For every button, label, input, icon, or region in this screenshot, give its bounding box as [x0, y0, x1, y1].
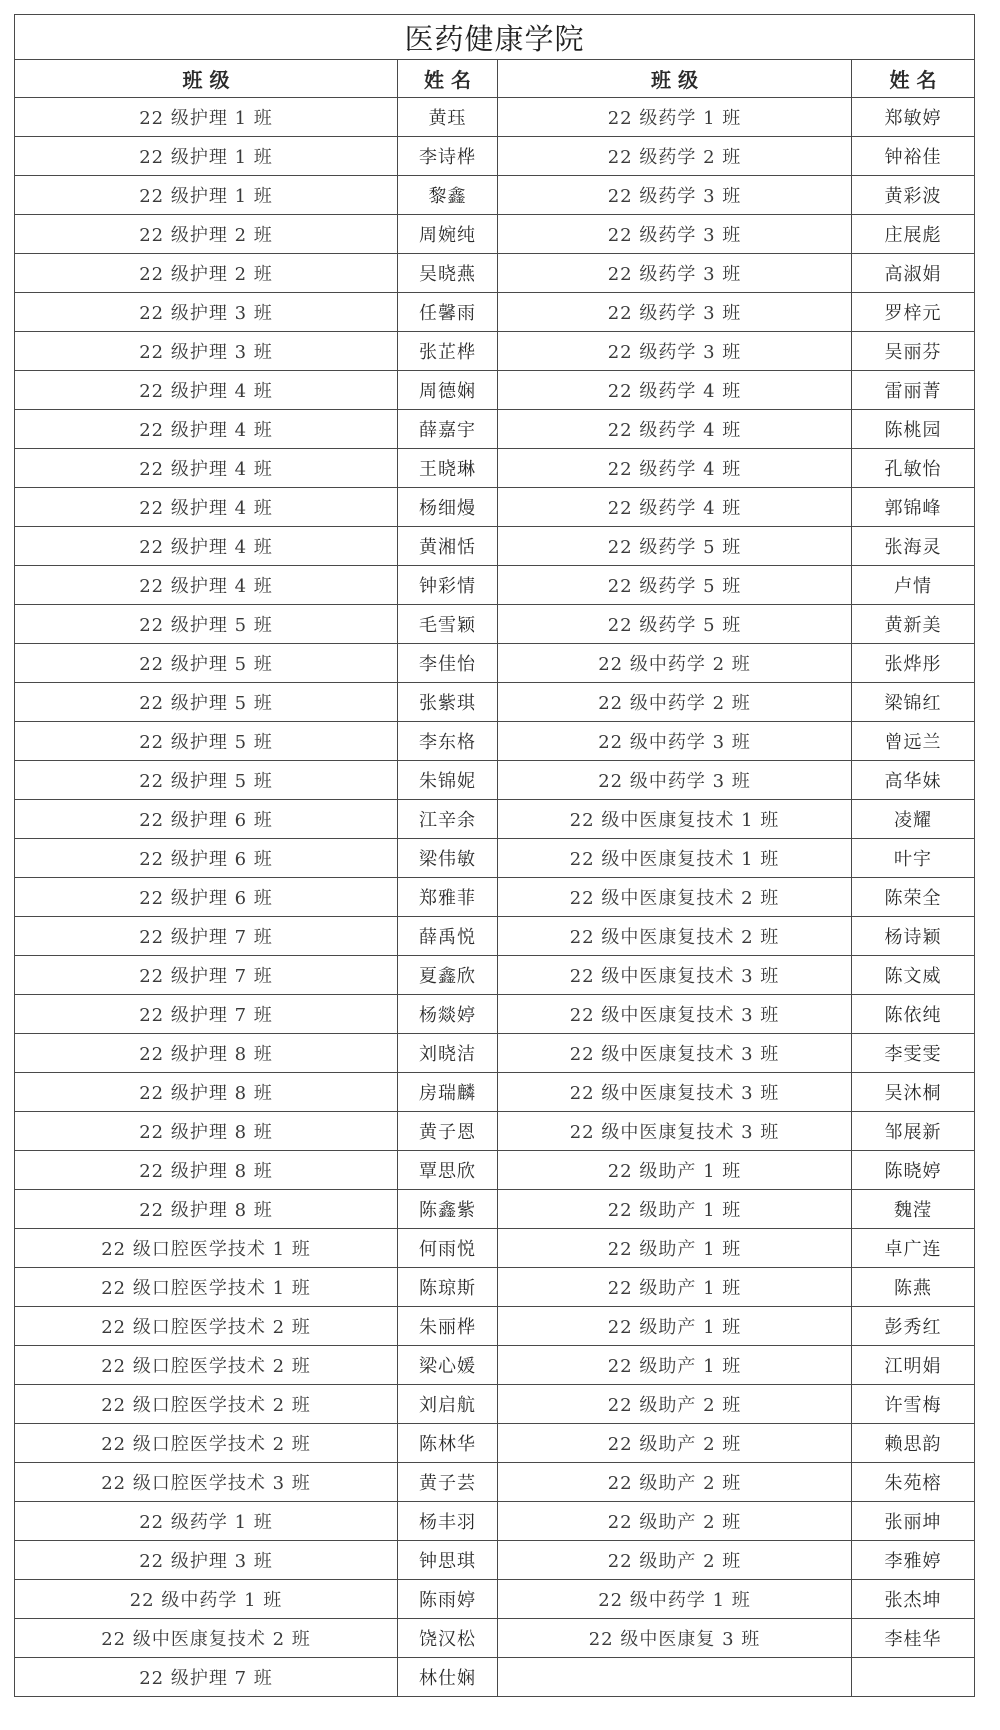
- name-left-cell: 张紫琪: [398, 683, 498, 722]
- class-right-cell: 22 级药学 3 班: [498, 254, 852, 293]
- class-left-cell: 22 级口腔医学技术 2 班: [15, 1307, 398, 1346]
- class-left-cell: 22 级护理 7 班: [15, 1658, 398, 1697]
- name-right-cell: 黄彩波: [852, 176, 975, 215]
- class-right-cell: [498, 1658, 852, 1697]
- name-left-cell: 郑雅菲: [398, 878, 498, 917]
- table-row: [15, 956, 975, 995]
- class-right-cell: 22 级中医康复技术 3 班: [498, 1112, 852, 1151]
- name-right-cell: 黄新美: [852, 605, 975, 644]
- roster-body: [15, 98, 975, 1697]
- header-class-right: 班 级: [498, 60, 852, 98]
- class-right-cell: 22 级助产 1 班: [498, 1229, 852, 1268]
- name-left-cell: 林仕娴: [398, 1658, 498, 1697]
- table-row: [15, 215, 975, 254]
- name-left-cell: 房瑞麟: [398, 1073, 498, 1112]
- name-left-cell: 饶汉松: [398, 1619, 498, 1658]
- name-right-cell: 张海灵: [852, 527, 975, 566]
- table-row: [15, 1229, 975, 1268]
- class-right-cell: 22 级药学 3 班: [498, 293, 852, 332]
- name-right-cell: 卢情: [852, 566, 975, 605]
- class-right-cell: 22 级中药学 2 班: [498, 683, 852, 722]
- name-right-cell: 赖思韵: [852, 1424, 975, 1463]
- name-left-cell: 薛嘉宇: [398, 410, 498, 449]
- class-right-cell: 22 级中药学 3 班: [498, 761, 852, 800]
- class-right-cell: 22 级药学 3 班: [498, 332, 852, 371]
- class-right-cell: 22 级中医康复技术 3 班: [498, 1034, 852, 1073]
- name-left-cell: 陈琼斯: [398, 1268, 498, 1307]
- class-left-cell: 22 级护理 5 班: [15, 722, 398, 761]
- class-right-cell: 22 级中药学 1 班: [498, 1580, 852, 1619]
- roster-sheet: [14, 14, 974, 1697]
- class-right-cell: 22 级助产 2 班: [498, 1541, 852, 1580]
- table-row: [15, 644, 975, 683]
- name-left-cell: 黄珏: [398, 98, 498, 137]
- class-right-cell: 22 级药学 5 班: [498, 566, 852, 605]
- class-right-cell: 22 级药学 3 班: [498, 215, 852, 254]
- name-right-cell: 陈燕: [852, 1268, 975, 1307]
- class-left-cell: 22 级口腔医学技术 2 班: [15, 1346, 398, 1385]
- class-right-cell: 22 级药学 5 班: [498, 605, 852, 644]
- name-right-cell: 陈晓婷: [852, 1151, 975, 1190]
- class-left-cell: 22 级口腔医学技术 2 班: [15, 1424, 398, 1463]
- name-right-cell: 孔敏怡: [852, 449, 975, 488]
- table-row: [15, 1307, 975, 1346]
- table-row: [15, 917, 975, 956]
- table-row: [15, 878, 975, 917]
- class-right-cell: 22 级中医康复技术 2 班: [498, 917, 852, 956]
- class-right-cell: 22 级药学 4 班: [498, 410, 852, 449]
- name-right-cell: 邹展新: [852, 1112, 975, 1151]
- name-left-cell: 何雨悦: [398, 1229, 498, 1268]
- class-left-cell: 22 级护理 2 班: [15, 215, 398, 254]
- name-right-cell: 许雪梅: [852, 1385, 975, 1424]
- class-left-cell: 22 级口腔医学技术 1 班: [15, 1268, 398, 1307]
- class-right-cell: 22 级中医康复技术 3 班: [498, 1073, 852, 1112]
- name-right-cell: 吴丽芬: [852, 332, 975, 371]
- class-right-cell: 22 级助产 1 班: [498, 1307, 852, 1346]
- class-left-cell: 22 级口腔医学技术 2 班: [15, 1385, 398, 1424]
- class-left-cell: 22 级护理 4 班: [15, 566, 398, 605]
- table-row: [15, 566, 975, 605]
- class-left-cell: 22 级护理 1 班: [15, 176, 398, 215]
- name-right-cell: 朱苑榕: [852, 1463, 975, 1502]
- name-left-cell: 杨细熳: [398, 488, 498, 527]
- table-row: [15, 605, 975, 644]
- class-left-cell: 22 级护理 7 班: [15, 995, 398, 1034]
- class-left-cell: 22 级护理 6 班: [15, 800, 398, 839]
- class-left-cell: 22 级护理 8 班: [15, 1034, 398, 1073]
- table-row: [15, 1073, 975, 1112]
- table-row: [15, 1658, 975, 1697]
- name-right-cell: 陈依纯: [852, 995, 975, 1034]
- name-left-cell: 周德娴: [398, 371, 498, 410]
- name-right-cell: 陈荣全: [852, 878, 975, 917]
- name-right-cell: 凌耀: [852, 800, 975, 839]
- class-right-cell: 22 级中医康复技术 3 班: [498, 956, 852, 995]
- class-right-cell: 22 级药学 4 班: [498, 449, 852, 488]
- name-left-cell: 李佳怡: [398, 644, 498, 683]
- class-right-cell: 22 级中医康复技术 1 班: [498, 800, 852, 839]
- name-right-cell: 雷丽菁: [852, 371, 975, 410]
- table-row: [15, 1385, 975, 1424]
- table-row: [15, 761, 975, 800]
- class-left-cell: 22 级护理 7 班: [15, 956, 398, 995]
- table-row: [15, 176, 975, 215]
- class-right-cell: 22 级助产 1 班: [498, 1151, 852, 1190]
- name-right-cell: 曾远兰: [852, 722, 975, 761]
- name-left-cell: 江辛余: [398, 800, 498, 839]
- name-left-cell: 夏鑫欣: [398, 956, 498, 995]
- class-left-cell: 22 级护理 3 班: [15, 293, 398, 332]
- table-row: [15, 1034, 975, 1073]
- class-left-cell: 22 级口腔医学技术 3 班: [15, 1463, 398, 1502]
- table-row: [15, 722, 975, 761]
- class-right-cell: 22 级药学 2 班: [498, 137, 852, 176]
- table-row: [15, 1463, 975, 1502]
- name-left-cell: 刘启航: [398, 1385, 498, 1424]
- name-left-cell: 毛雪颖: [398, 605, 498, 644]
- name-left-cell: 王晓琳: [398, 449, 498, 488]
- table-row: [15, 1346, 975, 1385]
- name-right-cell: 高淑娟: [852, 254, 975, 293]
- name-right-cell: 郭锦峰: [852, 488, 975, 527]
- name-right-cell: 李桂华: [852, 1619, 975, 1658]
- table-row: [15, 98, 975, 137]
- name-left-cell: 任馨雨: [398, 293, 498, 332]
- table-row: [15, 1268, 975, 1307]
- class-right-cell: 22 级助产 2 班: [498, 1502, 852, 1541]
- table-row: [15, 1151, 975, 1190]
- name-left-cell: 吴晓燕: [398, 254, 498, 293]
- class-left-cell: 22 级护理 7 班: [15, 917, 398, 956]
- class-right-cell: 22 级中医康复技术 2 班: [498, 878, 852, 917]
- class-left-cell: 22 级护理 8 班: [15, 1151, 398, 1190]
- class-right-cell: 22 级中医康复 3 班: [498, 1619, 852, 1658]
- name-right-cell: 郑敏婷: [852, 98, 975, 137]
- name-right-cell: 张杰坤: [852, 1580, 975, 1619]
- name-right-cell: 罗梓元: [852, 293, 975, 332]
- name-left-cell: 陈雨婷: [398, 1580, 498, 1619]
- table-row: [15, 1112, 975, 1151]
- class-left-cell: 22 级护理 6 班: [15, 878, 398, 917]
- table-row: [15, 1190, 975, 1229]
- class-left-cell: 22 级护理 1 班: [15, 137, 398, 176]
- name-left-cell: 杨燚婷: [398, 995, 498, 1034]
- class-left-cell: 22 级护理 8 班: [15, 1073, 398, 1112]
- class-right-cell: 22 级助产 1 班: [498, 1190, 852, 1229]
- class-left-cell: 22 级护理 5 班: [15, 683, 398, 722]
- class-right-cell: 22 级助产 2 班: [498, 1463, 852, 1502]
- table-row: [15, 683, 975, 722]
- class-right-cell: 22 级药学 4 班: [498, 371, 852, 410]
- table-row: [15, 410, 975, 449]
- name-left-cell: 周婉纯: [398, 215, 498, 254]
- table-row: [15, 137, 975, 176]
- class-right-cell: 22 级中医康复技术 1 班: [498, 839, 852, 878]
- table-row: [15, 1580, 975, 1619]
- name-left-cell: 李东格: [398, 722, 498, 761]
- name-left-cell: 黎鑫: [398, 176, 498, 215]
- header-name-left: 姓 名: [398, 60, 498, 98]
- class-right-cell: 22 级药学 4 班: [498, 488, 852, 527]
- roster-table: [14, 14, 975, 1697]
- name-right-cell: 叶宇: [852, 839, 975, 878]
- class-left-cell: 22 级中药学 1 班: [15, 1580, 398, 1619]
- header-row: [15, 60, 975, 98]
- name-left-cell: 陈林华: [398, 1424, 498, 1463]
- class-left-cell: 22 级中医康复技术 2 班: [15, 1619, 398, 1658]
- name-right-cell: 江明娟: [852, 1346, 975, 1385]
- class-left-cell: 22 级护理 1 班: [15, 98, 398, 137]
- table-row: [15, 293, 975, 332]
- name-right-cell: 魏滢: [852, 1190, 975, 1229]
- class-left-cell: 22 级护理 4 班: [15, 371, 398, 410]
- class-left-cell: 22 级护理 5 班: [15, 761, 398, 800]
- name-left-cell: 张芷桦: [398, 332, 498, 371]
- table-row: [15, 839, 975, 878]
- name-right-cell: 庄展彪: [852, 215, 975, 254]
- class-left-cell: 22 级护理 5 班: [15, 644, 398, 683]
- header-name-right: 姓 名: [852, 60, 975, 98]
- name-right-cell: 李雅婷: [852, 1541, 975, 1580]
- name-right-cell: 高华妹: [852, 761, 975, 800]
- class-left-cell: 22 级护理 4 班: [15, 410, 398, 449]
- name-left-cell: 杨丰羽: [398, 1502, 498, 1541]
- class-right-cell: 22 级中医康复技术 3 班: [498, 995, 852, 1034]
- table-row: [15, 254, 975, 293]
- header-class-left: 班 级: [15, 60, 398, 98]
- class-right-cell: 22 级助产 2 班: [498, 1385, 852, 1424]
- name-right-cell: 张丽坤: [852, 1502, 975, 1541]
- name-right-cell: 陈文威: [852, 956, 975, 995]
- name-right-cell: 彭秀红: [852, 1307, 975, 1346]
- name-left-cell: 朱锦妮: [398, 761, 498, 800]
- class-right-cell: 22 级药学 5 班: [498, 527, 852, 566]
- name-right-cell: 陈桃园: [852, 410, 975, 449]
- name-right-cell: 李雯雯: [852, 1034, 975, 1073]
- class-left-cell: 22 级护理 3 班: [15, 1541, 398, 1580]
- name-left-cell: 朱丽桦: [398, 1307, 498, 1346]
- name-left-cell: 覃思欣: [398, 1151, 498, 1190]
- name-left-cell: 黄子恩: [398, 1112, 498, 1151]
- table-row: [15, 332, 975, 371]
- table-row: [15, 800, 975, 839]
- class-right-cell: 22 级中药学 3 班: [498, 722, 852, 761]
- class-left-cell: 22 级护理 2 班: [15, 254, 398, 293]
- name-right-cell: 钟裕佳: [852, 137, 975, 176]
- table-row: [15, 488, 975, 527]
- name-right-cell: 吴沐桐: [852, 1073, 975, 1112]
- table-row: [15, 449, 975, 488]
- name-left-cell: 梁伟敏: [398, 839, 498, 878]
- class-right-cell: 22 级中药学 2 班: [498, 644, 852, 683]
- class-left-cell: 22 级护理 4 班: [15, 488, 398, 527]
- name-left-cell: 陈鑫紫: [398, 1190, 498, 1229]
- name-right-cell: 卓广连: [852, 1229, 975, 1268]
- title-row: [15, 15, 975, 60]
- name-left-cell: 薛禹悦: [398, 917, 498, 956]
- name-right-cell: 杨诗颖: [852, 917, 975, 956]
- class-left-cell: 22 级护理 8 班: [15, 1112, 398, 1151]
- name-left-cell: 黄子芸: [398, 1463, 498, 1502]
- name-left-cell: 梁心媛: [398, 1346, 498, 1385]
- class-right-cell: 22 级助产 1 班: [498, 1268, 852, 1307]
- table-row: [15, 527, 975, 566]
- page-title: 医药健康学院: [15, 15, 975, 60]
- class-left-cell: 22 级护理 4 班: [15, 527, 398, 566]
- name-left-cell: 黄湘恬: [398, 527, 498, 566]
- class-right-cell: 22 级药学 1 班: [498, 98, 852, 137]
- class-right-cell: 22 级助产 1 班: [498, 1346, 852, 1385]
- name-right-cell: 张烨彤: [852, 644, 975, 683]
- name-left-cell: 钟思琪: [398, 1541, 498, 1580]
- name-right-cell: [852, 1658, 975, 1697]
- class-right-cell: 22 级药学 3 班: [498, 176, 852, 215]
- table-row: [15, 995, 975, 1034]
- class-left-cell: 22 级口腔医学技术 1 班: [15, 1229, 398, 1268]
- table-row: [15, 1619, 975, 1658]
- class-left-cell: 22 级护理 3 班: [15, 332, 398, 371]
- table-row: [15, 1424, 975, 1463]
- name-left-cell: 钟彩情: [398, 566, 498, 605]
- name-left-cell: 李诗桦: [398, 137, 498, 176]
- name-right-cell: 梁锦红: [852, 683, 975, 722]
- class-left-cell: 22 级护理 4 班: [15, 449, 398, 488]
- name-left-cell: 刘晓洁: [398, 1034, 498, 1073]
- class-left-cell: 22 级护理 6 班: [15, 839, 398, 878]
- table-row: [15, 1502, 975, 1541]
- class-left-cell: 22 级护理 8 班: [15, 1190, 398, 1229]
- class-left-cell: 22 级护理 5 班: [15, 605, 398, 644]
- class-right-cell: 22 级助产 2 班: [498, 1424, 852, 1463]
- class-left-cell: 22 级药学 1 班: [15, 1502, 398, 1541]
- table-row: [15, 371, 975, 410]
- table-row: [15, 1541, 975, 1580]
